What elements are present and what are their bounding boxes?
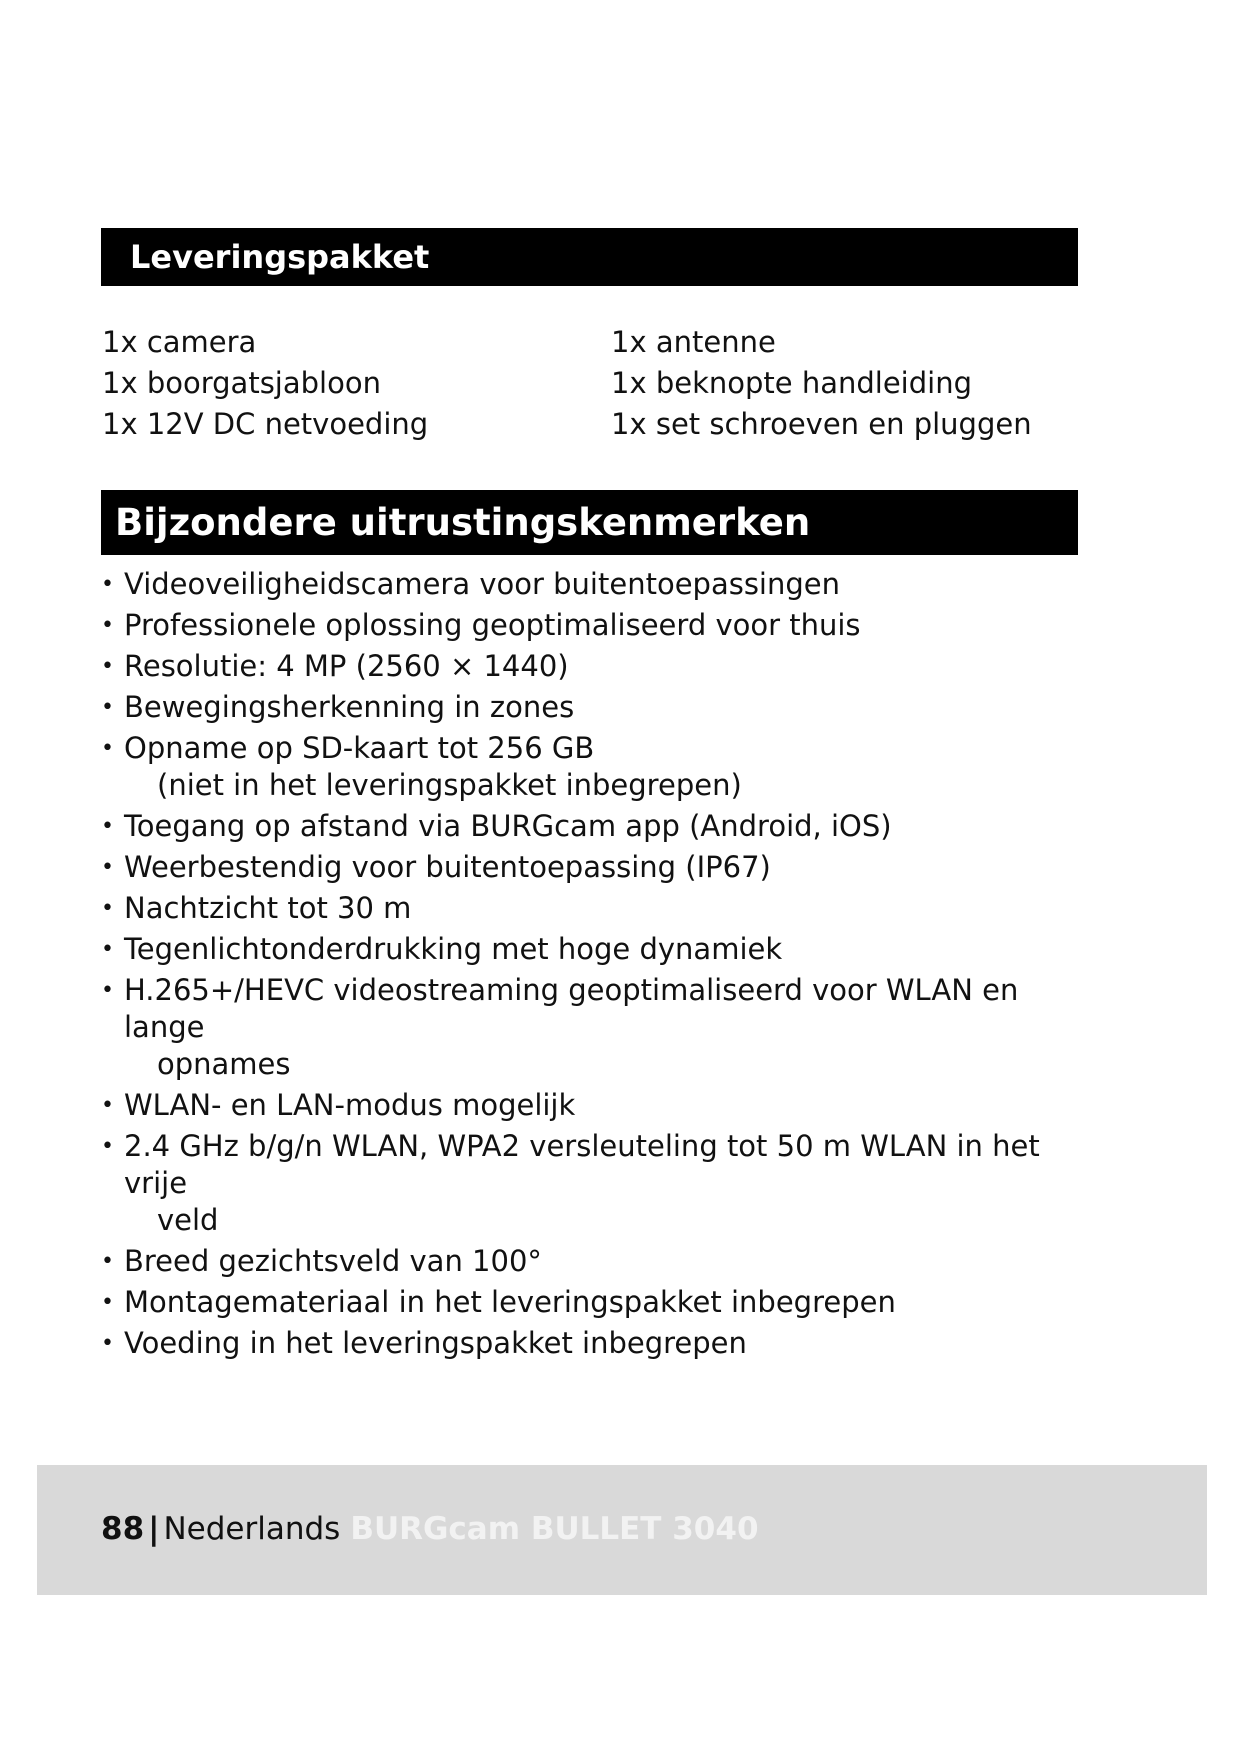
feature-item	[101, 1325, 1061, 1362]
feature-item	[101, 1087, 1061, 1124]
feature-item	[101, 890, 1061, 927]
footer-separator: |	[148, 1511, 160, 1547]
feature-text: Bewegingsherkenning in zones	[124, 690, 575, 724]
feature-item	[101, 808, 1061, 845]
feature-item	[101, 689, 1061, 726]
footer-line	[101, 1509, 759, 1549]
feature-item	[101, 730, 1061, 804]
feature-text: Breed gezichtsveld van 100°	[124, 1244, 542, 1278]
page-footer	[37, 1465, 1207, 1595]
feature-text: Opname op SD-kaart tot 256 GB	[124, 731, 595, 765]
feature-item	[101, 566, 1061, 603]
feature-item	[101, 931, 1061, 968]
feature-text: Voeding in het leveringspakket inbegrepen	[124, 1326, 747, 1360]
feature-text-continued: opnames	[157, 1047, 291, 1081]
feature-text: WLAN- en LAN-modus mogelijk	[124, 1088, 576, 1122]
feature-text: Professionele oplossing geoptimaliseerd voor thuis	[124, 608, 861, 642]
delivery-item: 1x camera	[102, 325, 257, 359]
delivery-list-left	[102, 322, 428, 445]
footer-product-name: BURGcam BULLET 3040	[350, 1511, 759, 1547]
feature-text-continued: (niet in het leveringspakket inbegrepen)	[157, 768, 742, 802]
feature-text: 2.4 GHz b/g/n WLAN, WPA2 versleuteling tot 50 m WLAN in het vrije	[124, 1129, 1040, 1200]
feature-text-continued: veld	[157, 1203, 219, 1237]
feature-text: Montagemateriaal in het leveringspakket inbegrepen	[124, 1285, 896, 1319]
feature-item	[101, 607, 1061, 644]
feature-text: Resolutie: 4 MP (2560 × 1440)	[124, 649, 569, 683]
section-heading-features	[101, 490, 1078, 555]
feature-text: Nachtzicht tot 30 m	[124, 891, 412, 925]
feature-list	[101, 566, 1061, 1366]
feature-text: Weerbestendig voor buitentoepassing (IP67)	[124, 850, 771, 884]
section-heading-delivery-text: Leveringspakket	[130, 238, 430, 276]
delivery-item: 1x set schroeven en pluggen	[611, 407, 1032, 441]
feature-text: Toegang op afstand via BURGcam app (Android, iOS)	[124, 809, 892, 843]
delivery-item: 1x beknopte handleiding	[611, 366, 972, 400]
feature-item	[101, 648, 1061, 685]
feature-item	[101, 1128, 1061, 1239]
delivery-item: 1x 12V DC netvoeding	[102, 407, 429, 441]
feature-text: Videoveiligheidscamera voor buitentoepassingen	[124, 567, 840, 601]
feature-text: Tegenlichtonderdrukking met hoge dynamiek	[124, 932, 783, 966]
delivery-list-right	[611, 322, 1032, 445]
section-heading-features-text: Bijzondere uitrustingskenmerken	[115, 501, 811, 544]
feature-item	[101, 972, 1061, 1083]
feature-item	[101, 1284, 1061, 1321]
delivery-item: 1x antenne	[611, 325, 776, 359]
delivery-item: 1x boorgatsjabloon	[102, 366, 381, 400]
feature-text: H.265+/HEVC videostreaming geoptimaliseerd voor WLAN en lange	[124, 973, 1019, 1044]
feature-item	[101, 1243, 1061, 1280]
footer-language: Nederlands	[163, 1511, 341, 1547]
section-heading-delivery	[101, 228, 1078, 286]
feature-item	[101, 849, 1061, 886]
page-number: 88	[101, 1511, 145, 1547]
